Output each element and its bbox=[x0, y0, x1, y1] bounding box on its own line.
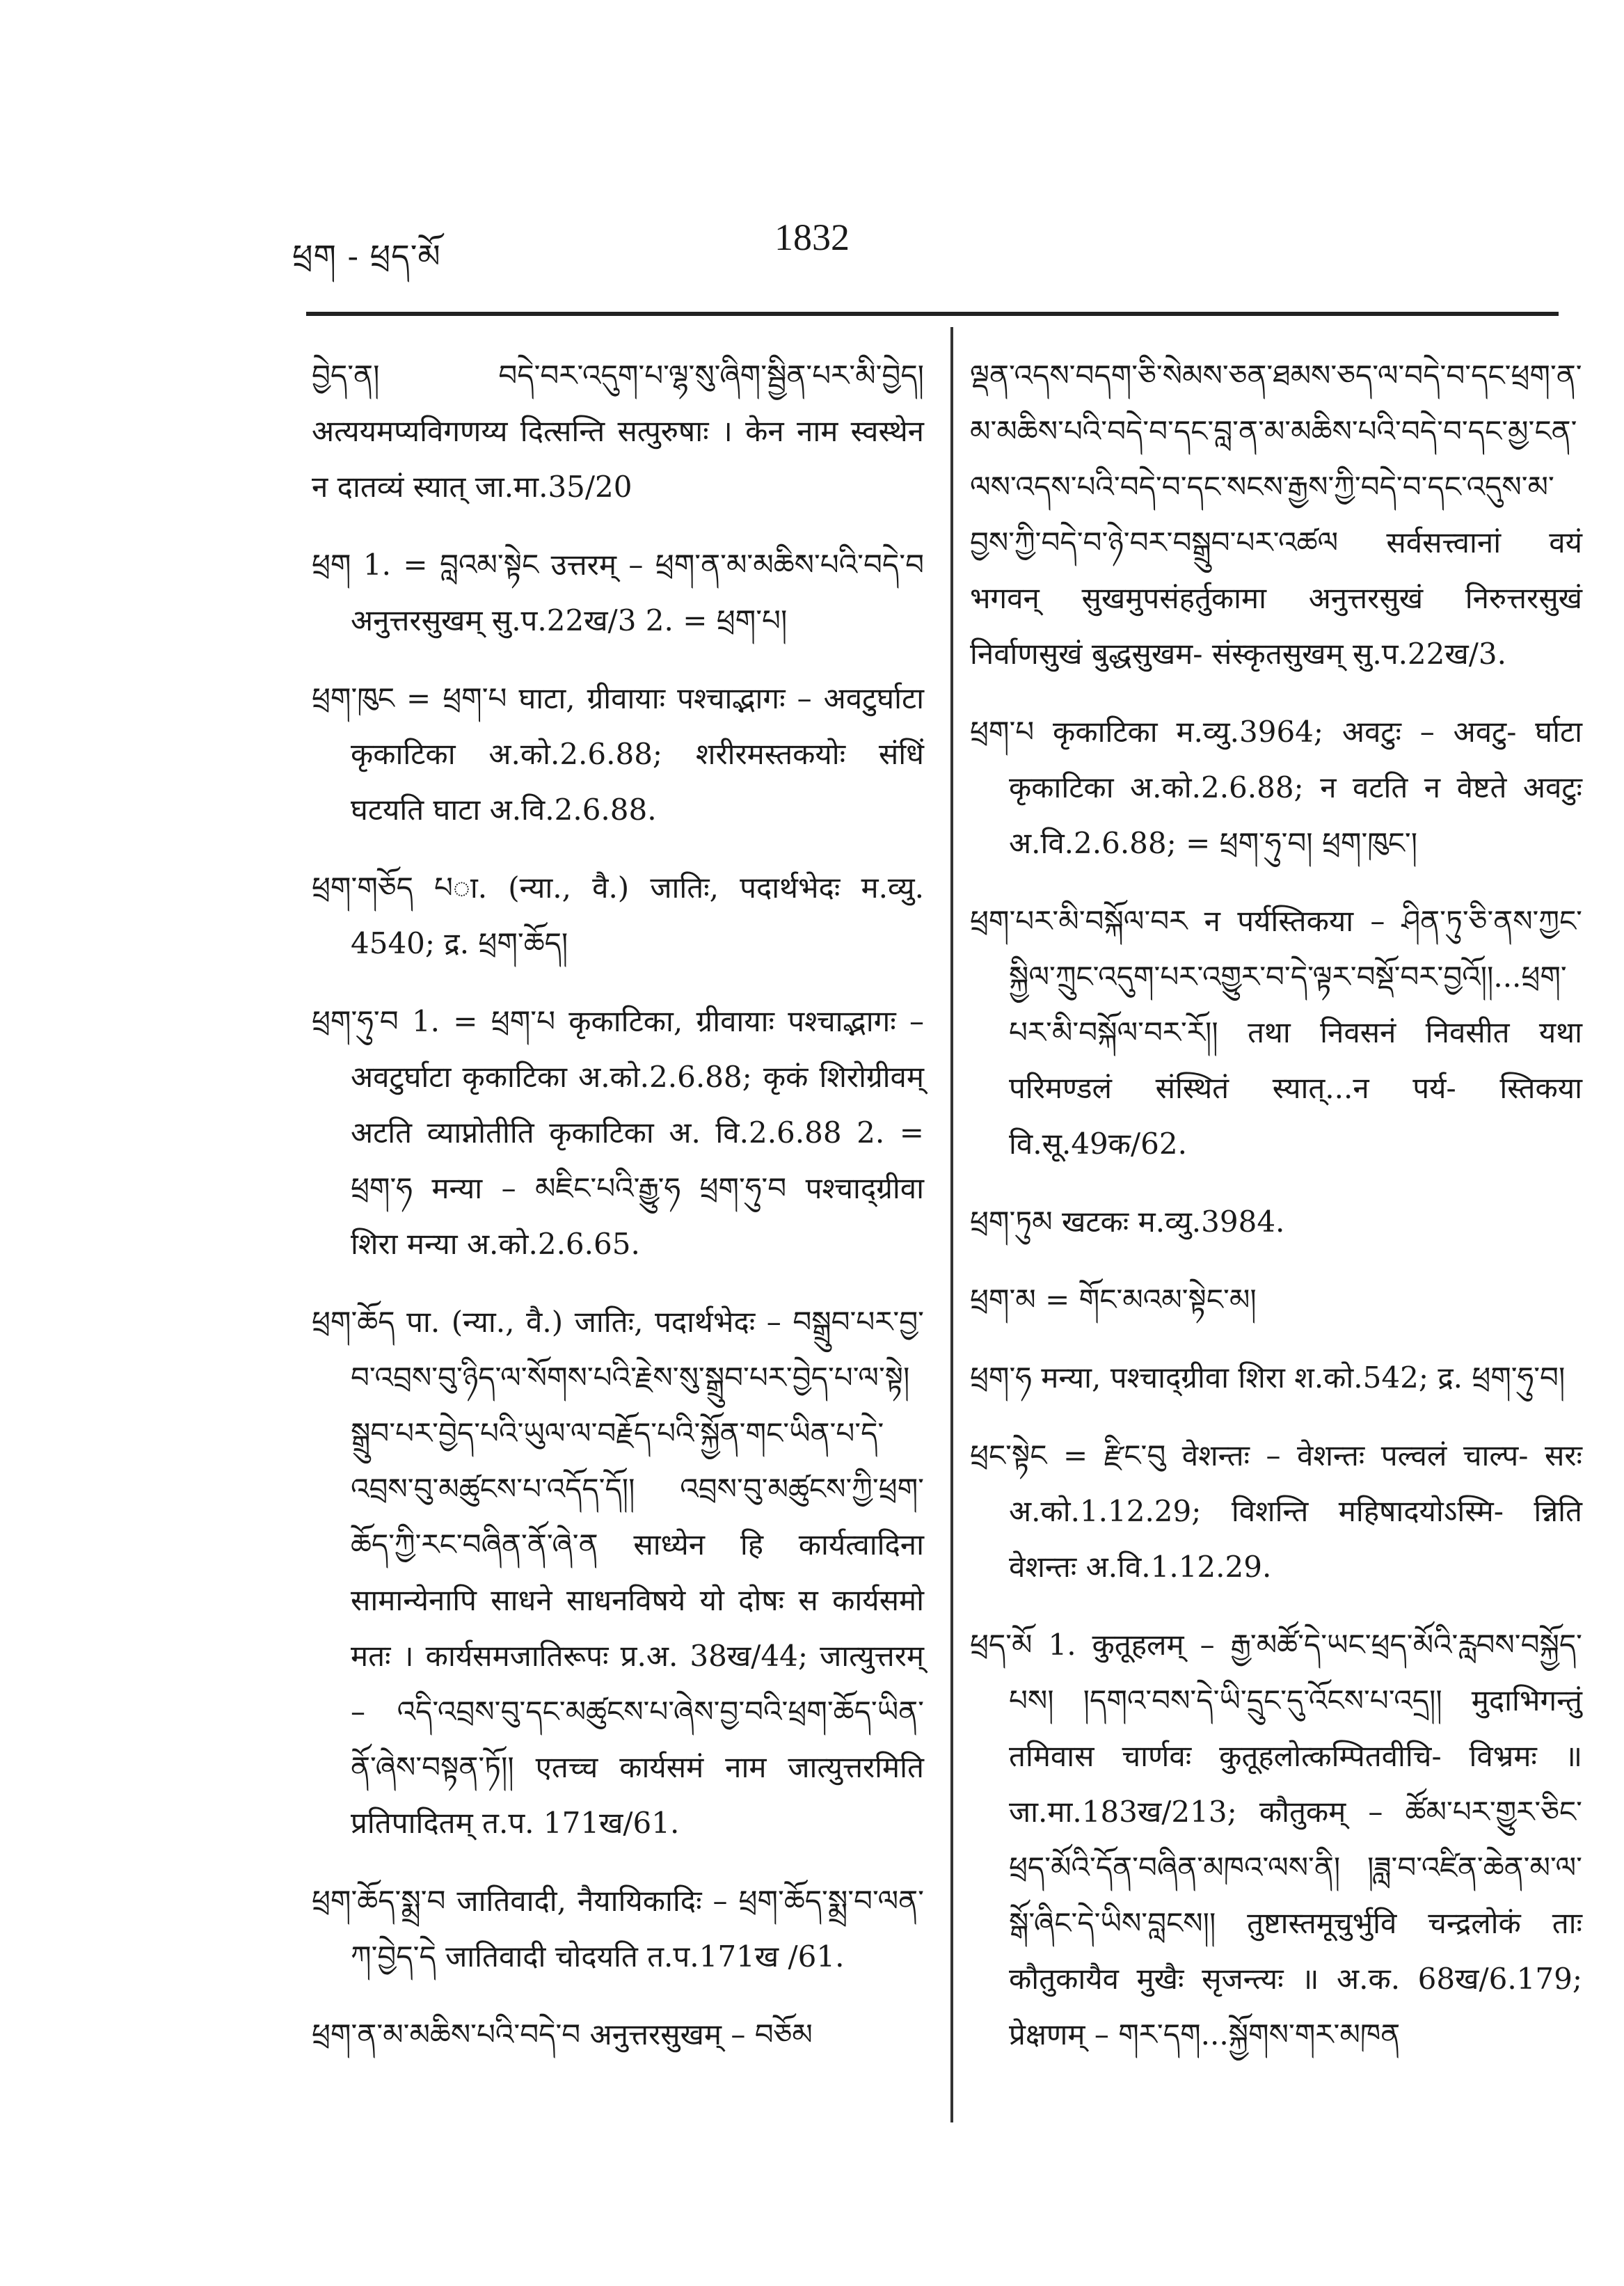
dictionary-entry bbox=[970, 894, 1582, 1172]
entry-text: ཕྲག 1. = བླའམ་སྟེང उत्तरम् – ཕྲག་ན་མ་མཆིས་པའི་བདེ་བ अनुत्तरसुखम् सु.प.22ख/3 2. = ཕྲག་པ། bbox=[312, 548, 924, 637]
column-divider bbox=[950, 327, 953, 2122]
dictionary-entry bbox=[312, 537, 924, 649]
left-column bbox=[312, 348, 924, 2085]
dictionary-entry bbox=[312, 1873, 924, 1985]
dictionary-entry bbox=[970, 1617, 1582, 2063]
entry-text: ལྡན་འདས་བདག་ཅི་སེམས་ཅན་ཐམས་ཅད་ལ་བདེ་བ་དང་ཕྲག་ན་མ་མཆིས་པའི་བདེ་བ་དང་བླ་ན་མ་མཆིས་པའི་བདེ་བ་དང་མྱ་ངན་ལས་འདས་པའི་བདེ་བ་དང་སངས་རྒྱས་ཀྱི་བདེ་བ་དང་འདུས་མ་བྱས་ཀྱི་བདེ་བ་ཉེ་བར་བསྒྲུབ་པར་འཚལ सर्वसत्त्वानां वयं भगवन् सुखमुपसंहर्तुकामा अनुत्तरसुखं निरुत्तरसुखं निर्वाणसुखं बुद्धसुखम- संस्कृतसुखम् सु.प.22ख/3. bbox=[970, 358, 1582, 671]
dictionary-entry bbox=[312, 2007, 924, 2063]
right-column bbox=[970, 348, 1582, 2085]
entry-text: ཕྲག་གཅོད པा. (न्या., वै.) जातिः, पदार्थभेदः म.व्यु. 4540; द्र. ཕྲག་ཆོད། bbox=[312, 871, 924, 960]
entry-text: ཕྲག་ན་མ་མཆིས་པའི་བདེ་བ अनुत्तरसुखम् – བཅོམ bbox=[312, 2017, 813, 2051]
entry-text: ཕྲག་ཆོད་སྨྲ་བ जातिवादी, नैयायिकादिः – ཕྲག་ཆོད་སྨྲ་བ་ལན་ཀ་བྱེད་དེ जातिवादी चोदयति त.प.171ख /61. bbox=[312, 1884, 924, 1974]
dictionary-entry bbox=[312, 1294, 924, 1851]
entry-text: ཕྲག་མ = གོང་མའམ་སྟེང་མ། bbox=[970, 1283, 1257, 1317]
entry-text: ཕྲག་པར་མི་བསྐོལ་བར न पर्यस्तिकया – ཤིན་ཏུ་ཅི་ནས་ཀྱང་སྐྱིལ་ཀྲུང་འདུག་པར་འགྱུར་བ་དེ་ལྟར་བསྡོ་བར་བྱའོ།།...ཕྲག་པར་མི་བསྐོལ་བར་རོ།། तथा निवसनं निवसीत यथा परिमण्डलं संस्थितं स्यात्...न पर्य- स्तिकया वि.सू.49क/62. bbox=[970, 904, 1582, 1161]
dictionary-entry bbox=[970, 1428, 1582, 1595]
entry-text: ཕྲང་སྟེང = རྫིང་བུ वेशन्तः – वेशन्तः पल्वलं चाल्प- सरः अ.को.1.12.29; विशन्ति महिषादयोऽस्मि- न्निति वेशन्तः अ.वि.1.12.29. bbox=[970, 1438, 1582, 1584]
dictionary-entry bbox=[970, 1350, 1582, 1406]
page-number: 1832 bbox=[774, 216, 850, 258]
entry-text: ཕྲག་ཧ मन्या, पश्चाद्ग्रीवा शिरा श.को.542; द्र. ཕྲག་ཧུ་བ། bbox=[970, 1360, 1566, 1395]
entry-text: ཕྲད་མོ 1. कुतूहलम् – རྒྱ་མཚོ་དེ་ཡང་ཕྲད་མོའི་རླབས་བསྐྱོད་པས། །དགའ་བས་དེ་ཡི་དྲུང་དུ་འོངས་པ་འདྲ།། मुदाभिगन्तुं तमिवास चार्णवः कुतूहलोत्कम्पितवीचि- विभ्रमः ॥ जा.मा.183ख/213; कौतुकम् – ཚོམ་པར་གྱུར་ཅིང་ཕྲད་མོའི་དོན་བཞིན་མཁའ་ལས་ནི། །ཟླ་བ་འཛིན་ཆེན་མ་ལ་སྒོ་ཞིང་དེ་ཡིས་བླངས།། तुष्टास्तमूचुर्भुवि चन्द्रलोकं ताः कौतुकायैव मुखैः सृजन्त्यः ॥ अ.क. 68ख/6.179; प्रेक्षणम् – གར་དག...སྐྱོགས་གར་མཁན bbox=[970, 1628, 1582, 2051]
dictionary-entry bbox=[970, 704, 1582, 871]
entry-text: ཕྲག་ཆོད पा. (न्या., वै.) जातिः, पदार्थभेदः – བསྒྲུབ་པར་བྱ་བ་འབྲས་བུ་ཉིད་ལ་སོགས་པའི་རྗེས་སུ་སྒྲུབ་པར་བྱེད་པ་ལ་སྟེ། སྒྲུབ་པར་བྱེད་པའི་ཡུལ་ལ་བརྗོད་པའི་སྐྱོན་གང་ཡིན་པ་དེ་འབྲས་བུ་མཚུངས་པ་འདོད་དོ།། འབྲས་བུ་མཚུངས་ཀྱི་ཕྲག་ཆོད་ཀྱི་རང་བཞིན་ནོ་ཞེ་ན साध्येन हि कार्यत्वादिना सामान्येनापि साधने साधनविषये यो दोषः स कार्यसमो मतः । कार्यसमजातिरूपः प्र.अ. 38ख/44; जात्युत्तरम् – འདི་འབྲས་བུ་དང་མཚུངས་པ་ཞེས་བྱ་བའི་ཕྲག་ཆོད་ཡིན་ནོ་ཞེས་བསྟན་ཏོ།། एतच्च कार्यसमं नाम जात्युत्तरमिति प्रतिपादितम् त.प. 171ख/61. bbox=[312, 1305, 924, 1840]
entry-text: ཕྲག་ཧུ་བ 1. = ཕྲག་པ कृकाटिका, ग्रीवायाः पश्चाद्भागः – अवटुर्घाटा कृकाटिका अ.को.2.6.88; कृकं शिरोग्रीवम् अटति व्याप्नोतीति कृकाटिका अ. वि.2.6.88 2. = ཕྲག་ཧ मन्या – མཇིང་པའི་རྒྱུ་ཧ ཕྲག་ཧུ་བ पश्चाद्ग्रीवा शिरा मन्या अ.को.2.6.65. bbox=[312, 1004, 924, 1261]
dictionary-entry bbox=[312, 860, 924, 971]
entry-text: ཕྲག་པ कृकाटिका म.व्यु.3964; अवटुः – अवटु- र्घाटा कृकाटिका अ.को.2.6.88; न वटति न वेष्टते अवटुः अ.वि.2.6.88; = ཕྲག་ཧུ་བ། ཕྲག་ཁུང་། bbox=[970, 715, 1582, 860]
running-head: ཕྲག - ཕྲད་མོ bbox=[292, 237, 441, 275]
dictionary-entry bbox=[970, 1272, 1582, 1328]
dictionary-entry bbox=[312, 348, 924, 515]
dictionary-entry bbox=[970, 1194, 1582, 1250]
entry-text: བྱེད་ན། བདེ་བར་འདུག་པ་ལྷ་སུ་ཞིག་སྦྱིན་པར་མི་བྱེད། अत्ययमप्यविगणय्य दित्सन्ति सत्पुरुषाः । केन नाम स्वस्थेन न दातव्यं स्यात् जा.मा.35/20 bbox=[312, 358, 924, 504]
dictionary-entry bbox=[312, 994, 924, 1272]
dictionary-entry bbox=[312, 671, 924, 838]
entry-text: ཕྲག་ཁུང = ཕྲག་པ घाटा, ग्रीवायाः पश्चाद्भागः – अवटुर्घाटा कृकाटिका अ.को.2.6.88; शरीरमस्तकयोः संधिं घटयति घाटा अ.वि.2.6.88. bbox=[312, 681, 924, 827]
entry-text: ཕྲག་ཏུམ खटकः म.व्यु.3984. bbox=[970, 1205, 1285, 1239]
dictionary-entry bbox=[970, 348, 1582, 682]
header-rule bbox=[306, 312, 1559, 316]
